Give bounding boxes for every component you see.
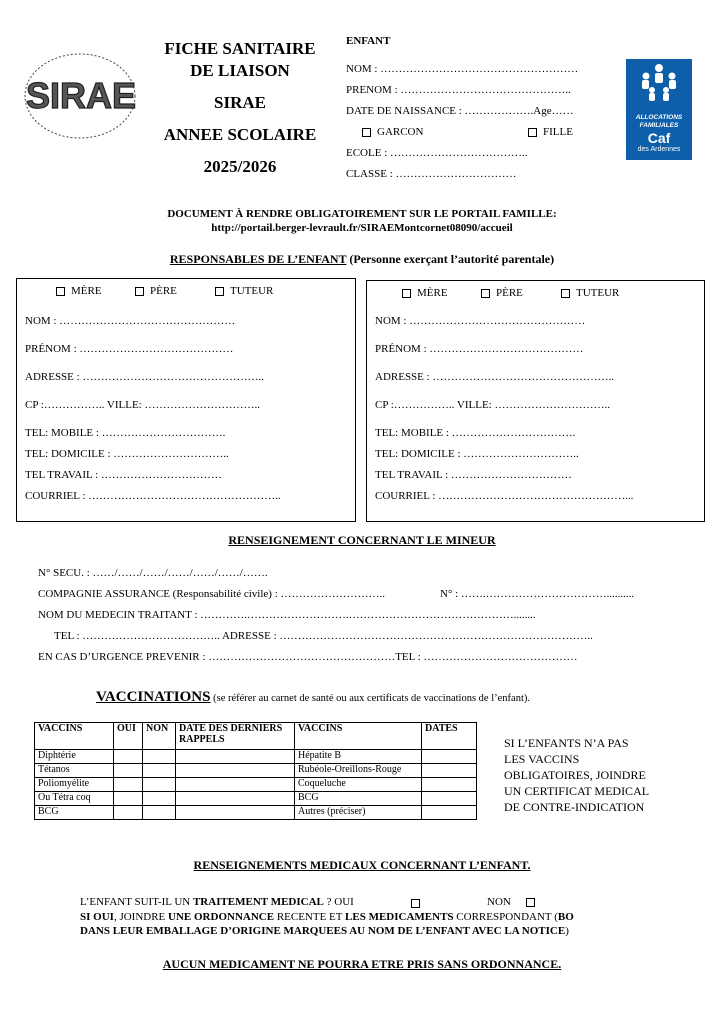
medical-instructions bbox=[80, 911, 574, 923]
vaccination-table bbox=[34, 722, 477, 820]
caf-place: des Ardennes bbox=[637, 146, 681, 153]
enfant-heading: ENFANT bbox=[346, 35, 391, 47]
rappel-cell[interactable] bbox=[176, 764, 295, 778]
pere-checkbox[interactable] bbox=[135, 285, 177, 297]
mere-checkbox[interactable] bbox=[402, 287, 448, 299]
vaccine-name: Diphtérie bbox=[35, 750, 114, 764]
vaccinations-heading bbox=[96, 688, 530, 706]
vaccine-name: Tétanos bbox=[35, 764, 114, 778]
right-adresse-field[interactable]: ADRESSE : ………………………………………….. bbox=[375, 371, 614, 383]
vaccine-name: Coqueluche bbox=[295, 778, 422, 792]
tuteur-checkbox[interactable] bbox=[215, 285, 273, 297]
enfant-prenom-field[interactable]: PRENOM : ……………………………………….. bbox=[346, 84, 571, 96]
side-note-line: SI L’ENFANTS N’A PAS bbox=[504, 736, 629, 750]
table-header: DATE DES DERNIERS RAPPELS bbox=[176, 723, 295, 750]
table-row bbox=[35, 806, 477, 820]
vaccine-name: BCG bbox=[35, 806, 114, 820]
date-cell[interactable] bbox=[422, 764, 477, 778]
vaccinations-title: VACCINATIONS bbox=[96, 689, 211, 705]
enfant-classe-field[interactable]: CLASSE : …………………………… bbox=[346, 168, 517, 180]
rappel-cell[interactable] bbox=[176, 778, 295, 792]
vaccine-name: Rubéole-Oreillons-Rouge bbox=[295, 764, 422, 778]
vaccine-name: Autres (préciser) bbox=[295, 806, 422, 820]
logo-lettering: SIRAE bbox=[25, 75, 137, 116]
caf-name: Caf bbox=[647, 130, 671, 146]
portal-link[interactable]: http://portail.berger-levrault.fr/SIRAEMontcornet08090/accueil bbox=[211, 222, 513, 234]
vaccine-name: Ou Tétra coq bbox=[35, 792, 114, 806]
oui-cell[interactable] bbox=[114, 778, 143, 792]
non-cell[interactable] bbox=[143, 792, 176, 806]
oui-checkbox[interactable] bbox=[411, 899, 420, 908]
non-cell[interactable] bbox=[143, 778, 176, 792]
checkbox-icon bbox=[528, 128, 537, 137]
vaccine-side-note bbox=[504, 735, 649, 815]
caf-line2: FAMILIALES bbox=[639, 122, 679, 129]
rappel-cell[interactable] bbox=[176, 750, 295, 764]
instr-part: SI OUI bbox=[80, 911, 114, 923]
left-mobile-field[interactable]: TEL: MOBILE : ……………………………. bbox=[25, 427, 226, 439]
assurance-field[interactable]: COMPAGNIE ASSURANCE (Responsabilité civile) : ……………………….. bbox=[38, 588, 386, 600]
right-domicile-field[interactable]: TEL: DOMICILE : ………………………….. bbox=[375, 448, 579, 460]
enfant-naissance-field[interactable]: DATE DE NAISSANCE : ……………….Age…… bbox=[346, 105, 574, 117]
medecin-tel-field[interactable]: TEL : ……………………………….. ADRESSE : ………………………………………………………………………….. bbox=[54, 630, 593, 642]
title-line: ANNEE SCOLAIRE bbox=[163, 125, 317, 144]
left-cp-field[interactable]: CP :…………….. VILLE: ………………………….. bbox=[25, 399, 260, 411]
side-note-line: LES VACCINS bbox=[504, 752, 580, 766]
oui-cell[interactable] bbox=[114, 792, 143, 806]
left-domicile-field[interactable]: TEL: DOMICILE : ………………………….. bbox=[25, 448, 229, 460]
mineur-heading: RENSEIGNEMENT CONCERNANT LE MINEUR bbox=[228, 533, 496, 547]
vaccine-name: Poliomyélite bbox=[35, 778, 114, 792]
oui-cell[interactable] bbox=[114, 750, 143, 764]
final-warning-text: AUCUN MEDICAMENT NE POURRA ETRE PRIS SANS ORDONNANCE bbox=[162, 957, 559, 971]
checkbox-icon bbox=[402, 289, 411, 298]
tuteur-label: TUTEUR bbox=[576, 287, 620, 299]
oui-cell[interactable] bbox=[114, 806, 143, 820]
table-row bbox=[35, 764, 477, 778]
date-cell[interactable] bbox=[422, 750, 477, 764]
vaccine-name: BCG bbox=[295, 792, 422, 806]
medecin-field[interactable]: NOM DU MEDECIN TRAITANT : ………….……………………….………………………………………........ bbox=[38, 609, 536, 621]
instr-part: RECENTE ET bbox=[274, 911, 346, 923]
instr-part: , JOINDRE bbox=[113, 911, 169, 923]
oui-label: ? OUI bbox=[323, 896, 354, 908]
right-prenom-field[interactable]: PRÉNOM : …………………………………… bbox=[375, 343, 584, 355]
table-header: OUI bbox=[114, 723, 143, 750]
left-prenom-field[interactable]: PRÉNOM : …………………………………… bbox=[25, 343, 234, 355]
question-bold: TRAITEMENT MEDICAL bbox=[192, 896, 324, 908]
mere-label: MÈRE bbox=[71, 285, 102, 297]
instr-part: DANS LEUR EMBALLAGE D’ORIGINE MARQUEES AU NOM DE L’ENFANT AVEC LA NOTICE bbox=[80, 925, 566, 937]
date-cell[interactable] bbox=[422, 806, 477, 820]
tuteur-label: TUTEUR bbox=[230, 285, 274, 297]
garcon-label: GARCON bbox=[377, 126, 424, 138]
table-row bbox=[35, 750, 477, 764]
question-text: L’ENFANT SUIT-IL UN bbox=[80, 896, 193, 908]
rappel-cell[interactable] bbox=[176, 806, 295, 820]
left-courriel-field[interactable]: COURRIEL : …………………………………………….. bbox=[25, 490, 281, 502]
title-line: SIRAE bbox=[214, 93, 266, 112]
date-cell[interactable] bbox=[422, 792, 477, 806]
side-note-line: DE CONTRE-INDICATION bbox=[504, 800, 645, 814]
medical-heading: RENSEIGNEMENTS MEDICAUX CONCERNANT L’ENFANT. bbox=[193, 858, 531, 872]
date-cell[interactable] bbox=[422, 778, 477, 792]
oui-cell[interactable] bbox=[114, 764, 143, 778]
non-label: NON bbox=[487, 896, 511, 908]
instr-part: UNE ORDONNANCE bbox=[168, 911, 275, 923]
right-nom-field[interactable]: NOM : ………………………………………… bbox=[375, 315, 586, 327]
right-mobile-field[interactable]: TEL: MOBILE : ……………………………. bbox=[375, 427, 576, 439]
pere-checkbox[interactable] bbox=[481, 287, 523, 299]
page-title bbox=[140, 38, 340, 178]
right-cp-field[interactable]: CP :…………….. VILLE: ………………………….. bbox=[375, 399, 610, 411]
document-notice: DOCUMENT À RENDRE OBLIGATOIREMENT SUR LE PORTAIL FAMILLE: bbox=[167, 208, 557, 220]
right-courriel-field[interactable]: COURRIEL : ……………………………………………... bbox=[375, 490, 634, 502]
checkbox-icon bbox=[481, 289, 490, 298]
pere-label: PÈRE bbox=[496, 287, 523, 299]
checkbox-icon bbox=[362, 128, 371, 137]
vaccinations-note: (se référer au carnet de santé ou aux certificats de vaccinations de l’enfant). bbox=[210, 693, 530, 704]
caf-line1: ALLOCATIONS bbox=[635, 114, 683, 121]
left-nom-field[interactable]: NOM : ………………………………………… bbox=[25, 315, 236, 327]
secu-field[interactable]: N° SECU. : ……/……/……/……/……/……/……. bbox=[38, 567, 268, 579]
fille-checkbox[interactable] bbox=[528, 126, 573, 138]
responsables-note: (Personne exerçant l’autorité parentale) bbox=[346, 252, 555, 266]
rappel-cell[interactable] bbox=[176, 792, 295, 806]
caf-logo bbox=[626, 59, 692, 160]
garcon-checkbox[interactable] bbox=[362, 126, 423, 138]
checkbox-icon bbox=[215, 287, 224, 296]
non-cell[interactable] bbox=[143, 750, 176, 764]
mere-label: MÈRE bbox=[417, 287, 448, 299]
left-travail-field[interactable]: TEL TRAVAIL : …………………………… bbox=[25, 469, 222, 481]
table-header: VACCINS bbox=[295, 723, 422, 750]
side-note-line: UN CERTIFICAT MEDICAL bbox=[504, 784, 650, 798]
instr-part: CORRESPONDANT ( bbox=[453, 911, 558, 923]
table-header: VACCINS bbox=[35, 723, 114, 750]
non-checkbox[interactable] bbox=[526, 898, 535, 907]
title-line: 2025/2026 bbox=[203, 157, 277, 176]
side-note-line: OBLIGATOIRES, JOINDRE bbox=[504, 768, 646, 782]
instr-part: ) bbox=[565, 925, 569, 937]
left-adresse-field[interactable]: ADRESSE : ………………………………………….. bbox=[25, 371, 264, 383]
vaccine-name: Hépatite B bbox=[295, 750, 422, 764]
non-cell[interactable] bbox=[143, 764, 176, 778]
instr-part: LES MEDICAMENTS bbox=[345, 911, 454, 923]
table-header-row bbox=[35, 723, 477, 750]
responsables-heading bbox=[0, 252, 724, 267]
urgence-field[interactable]: EN CAS D’URGENCE PREVENIR : ……………………………………………TEL : …………………………………… bbox=[38, 651, 578, 663]
enfant-ecole-field[interactable]: ECOLE : ……………………………….. bbox=[346, 147, 528, 159]
table-header: NON bbox=[143, 723, 176, 750]
table-header: DATES bbox=[422, 723, 477, 750]
assurance-number-field[interactable]: N° : …….…………………………….......... bbox=[440, 588, 635, 600]
mere-checkbox[interactable] bbox=[56, 285, 102, 297]
medical-instructions-cont bbox=[80, 925, 569, 937]
responsables-title: RESPONSABLES DE L’ENFANT bbox=[169, 252, 347, 266]
final-warning: AUCUN MEDICAMENT NE POURRA ETRE PRIS SANS ORDONNANCE. bbox=[162, 957, 562, 971]
instr-part: BO bbox=[557, 911, 574, 923]
tuteur-checkbox[interactable] bbox=[561, 287, 619, 299]
right-travail-field[interactable]: TEL TRAVAIL : …………………………… bbox=[375, 469, 572, 481]
table-row bbox=[35, 792, 477, 806]
enfant-nom-field[interactable]: NOM : ……………………………………………… bbox=[346, 63, 579, 75]
sirae-logo bbox=[22, 50, 140, 142]
checkbox-icon bbox=[56, 287, 65, 296]
table-row bbox=[35, 778, 477, 792]
pere-label: PÈRE bbox=[150, 285, 177, 297]
title-line: DE LIAISON bbox=[190, 61, 290, 80]
traitement-question bbox=[80, 896, 354, 908]
fille-label: FILLE bbox=[543, 126, 573, 138]
checkbox-icon bbox=[135, 287, 144, 296]
non-cell[interactable] bbox=[143, 806, 176, 820]
non-option[interactable] bbox=[487, 896, 541, 908]
title-line: FICHE SANITAIRE bbox=[164, 39, 316, 58]
checkbox-icon bbox=[561, 289, 570, 298]
family-figures-icon bbox=[626, 59, 692, 109]
